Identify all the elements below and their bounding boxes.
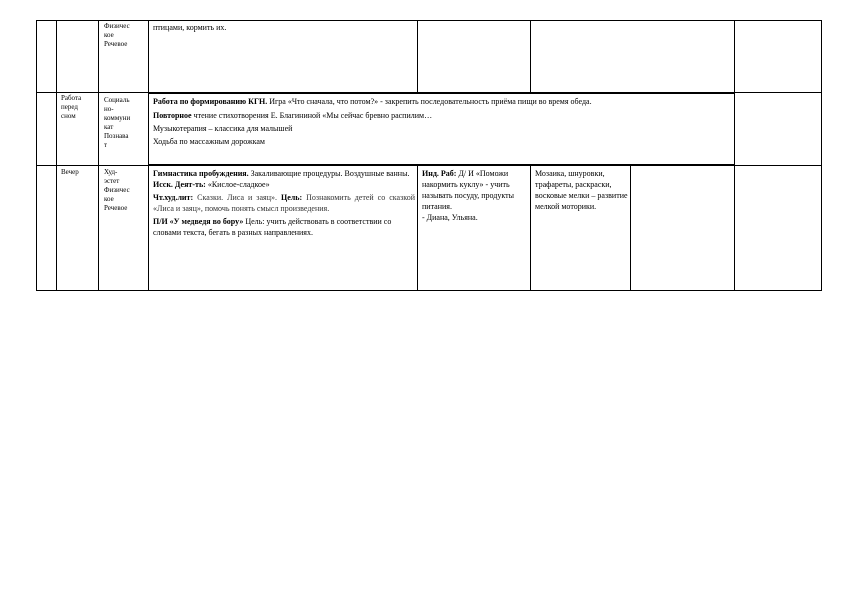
col-divider-2	[98, 20, 99, 291]
table-bottom-border	[36, 290, 822, 291]
row3-subject-cell	[104, 168, 147, 213]
subject-line: Худ-	[104, 168, 118, 176]
row2-line1-rest: Игра «Что сначала, что потом?» - закрепить последовательность приёма пищи во время обеда.	[267, 97, 592, 106]
row2-line4: Ходьба по массажным дорожкам	[153, 137, 265, 146]
row3-para2	[153, 179, 415, 190]
row1-subject-cell	[104, 22, 146, 49]
row3-individual-names: - Диана, Ульяна.	[422, 213, 478, 222]
row3-period-cell	[61, 168, 97, 177]
period-line: сном	[61, 112, 76, 120]
row2-subject-cell	[104, 96, 147, 150]
row3-individual-text	[422, 168, 528, 212]
row3-para4	[153, 216, 415, 238]
row3-materials-text: Мозаика, шнуровки, трафареты, раскраски, восковые мелки – развитие мелкой моторики.	[535, 169, 628, 211]
col-divider-3	[148, 20, 149, 291]
row2-content-cell	[153, 96, 733, 147]
table-right-border	[821, 20, 822, 291]
highlight-box-top	[148, 92, 735, 94]
row3-para2-bold: Исск. Деят-ть:	[153, 180, 206, 189]
col-divider-4b	[417, 165, 418, 291]
period-line: перед	[61, 103, 78, 111]
row1-content-text: птицами, кормить их.	[153, 23, 227, 32]
row3-para3	[153, 192, 415, 214]
row3-para2-rest: «Кислое-сладкое»	[205, 180, 270, 189]
row2-line1-bold: Работа по формированию КГН.	[153, 97, 268, 106]
col-divider-5a	[530, 20, 531, 93]
subject-line: кое	[104, 31, 114, 39]
row3-para1-rest: Закаливающие процедуры. Воздушные ванны.	[248, 169, 410, 178]
row1-content-cell	[153, 23, 415, 33]
row3-para4-rest: Цель: учить действовать в соответствии со словами текста, бегать в разных направлениях.	[153, 217, 392, 237]
subject-line: Физичес	[104, 186, 130, 194]
row3-para1	[153, 168, 415, 179]
col-divider-6	[630, 165, 631, 291]
col-divider-5b	[530, 165, 531, 291]
subject-line: Социаль	[104, 96, 130, 104]
period-line: Работа	[61, 94, 82, 102]
row3-content-cell	[153, 168, 415, 238]
row3-para1-bold: Гимнастика пробуждения.	[153, 169, 249, 178]
row3-individual-rest: Д/ И «Поможи накормить куклу» - учить называть посуду, продукты питания.	[422, 169, 514, 211]
row3-materials-cell	[535, 168, 629, 212]
table-top-border	[36, 20, 822, 21]
subject-line: Речевое	[104, 40, 128, 48]
row2-line3: Музыкотерапия – классика для малышей	[153, 124, 293, 133]
subject-line: Познава	[104, 132, 129, 140]
row2-line2-rest: чтение стихотворения Е. Благининой «Мы сейчас бревно распилим…	[191, 111, 433, 120]
row2-line2	[153, 110, 733, 121]
row-divider-2	[36, 165, 822, 166]
row3-individual-cell	[422, 168, 528, 223]
row2-line1	[153, 96, 733, 107]
period-text: Вечер	[61, 168, 79, 176]
row3-individual-bold: Инд. Раб:	[422, 169, 457, 178]
subject-line: т	[104, 141, 108, 149]
row3-para3-rest: Познакомить детей со сказкой «Лиса и заяц», помочь понять смысл произведения.	[153, 193, 415, 213]
row2-period-cell	[61, 94, 97, 121]
row3-para3-mid: Сказки. Лиса и заяц».	[193, 193, 281, 202]
col-divider-4a	[417, 20, 418, 93]
subject-line: но-	[104, 105, 114, 113]
row2-line2-bold: Повторное	[153, 111, 192, 120]
subject-line: кат	[104, 123, 114, 131]
subject-line: кое	[104, 195, 114, 203]
col-divider-1	[56, 20, 57, 291]
col-divider-7	[734, 20, 735, 291]
subject-line: Физичес	[104, 22, 130, 30]
row3-para3-bold: Чт.худ.лит:	[153, 193, 194, 202]
row3-para3-bold2: Цель:	[280, 193, 303, 202]
subject-line: эстет	[104, 177, 120, 185]
subject-line: Речевое	[104, 204, 128, 212]
subject-line: коммуни	[104, 114, 131, 122]
table-left-border	[36, 20, 37, 291]
row3-para4-bold: П/И «У медведя во бору»	[153, 217, 244, 226]
